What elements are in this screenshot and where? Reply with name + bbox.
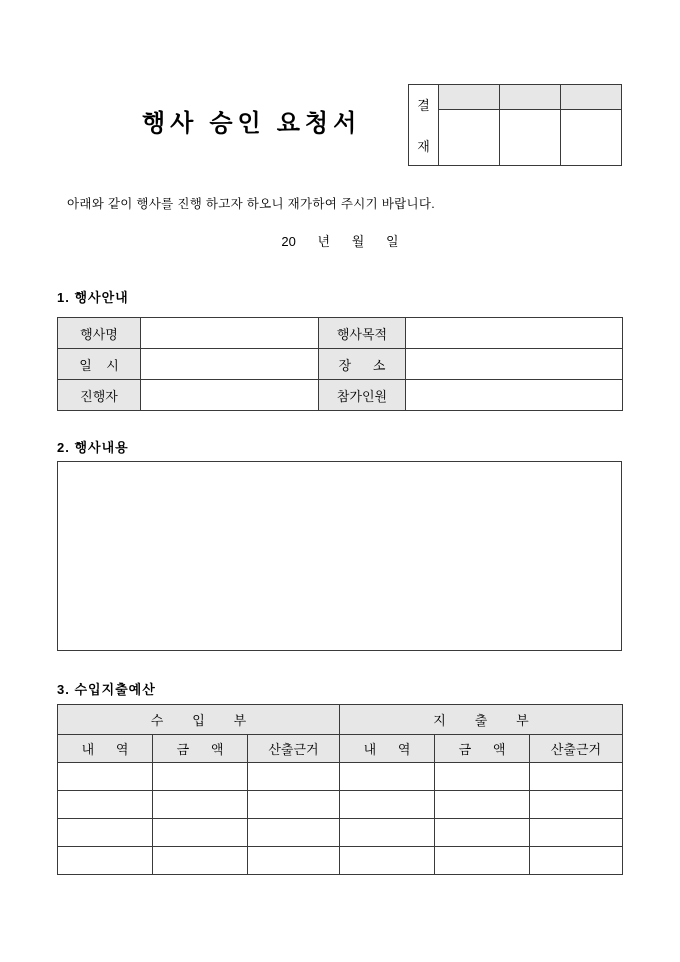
budget-cell[interactable] — [340, 791, 435, 819]
organizer-field[interactable] — [141, 380, 319, 411]
budget-cell[interactable] — [435, 819, 530, 847]
budget-cell[interactable] — [248, 847, 340, 875]
budget-cell[interactable] — [153, 763, 248, 791]
approval-sign-cell[interactable] — [500, 110, 561, 166]
budget-cell[interactable] — [58, 763, 153, 791]
column-header-income-amount: 금 액 — [153, 735, 248, 763]
budget-cell[interactable] — [58, 819, 153, 847]
approval-label-stack — [409, 92, 438, 158]
event-name-field[interactable] — [141, 318, 319, 349]
budget-cell[interactable] — [340, 819, 435, 847]
event-info-table — [57, 317, 623, 411]
budget-cell[interactable] — [530, 763, 623, 791]
budget-cell[interactable] — [153, 847, 248, 875]
budget-cell[interactable] — [58, 791, 153, 819]
field-label-organizer: 진행자 — [58, 380, 141, 411]
budget-cell[interactable] — [248, 819, 340, 847]
field-label-participants: 참가인원 — [319, 380, 406, 411]
approval-label-cell — [409, 85, 439, 166]
date-time-field[interactable] — [141, 349, 319, 380]
event-purpose-field[interactable] — [406, 318, 623, 349]
approval-title-cell[interactable] — [500, 85, 561, 110]
page-title: 행사 승인 요청서 — [142, 111, 362, 137]
budget-cell[interactable] — [530, 819, 623, 847]
approval-title-cell[interactable] — [439, 85, 500, 110]
budget-cell[interactable] — [340, 763, 435, 791]
budget-cell[interactable] — [248, 791, 340, 819]
approval-sign-cell[interactable] — [439, 110, 500, 166]
table-row — [58, 380, 623, 411]
expense-section-header: 지 출 부 — [340, 705, 623, 735]
budget-data-row — [58, 819, 623, 847]
budget-cell[interactable] — [340, 847, 435, 875]
budget-group-header-row — [58, 705, 623, 735]
budget-cell[interactable] — [435, 763, 530, 791]
column-header-income-basis: 산출근거 — [248, 735, 340, 763]
budget-cell[interactable] — [153, 791, 248, 819]
budget-data-row — [58, 791, 623, 819]
column-header-expense-amount: 금 액 — [435, 735, 530, 763]
field-label-event-name: 행사명 — [58, 318, 141, 349]
income-section-header: 수 입 부 — [58, 705, 340, 735]
approval-sign-cell[interactable] — [561, 110, 622, 166]
budget-cell[interactable] — [530, 847, 623, 875]
field-label-event-purpose: 행사목적 — [319, 318, 406, 349]
approval-title-cell[interactable] — [561, 85, 622, 110]
approval-label-bottom: 재 — [417, 139, 430, 154]
table-row — [58, 318, 623, 349]
budget-cell[interactable] — [153, 819, 248, 847]
budget-cell[interactable] — [435, 847, 530, 875]
date-line: 20 년 월 일 — [281, 234, 399, 249]
event-details-box[interactable] — [57, 461, 622, 651]
column-header-expense-basis: 산출근거 — [530, 735, 623, 763]
section3-heading: 3. 수입지출예산 — [57, 682, 156, 697]
budget-cell[interactable] — [530, 791, 623, 819]
location-field[interactable] — [406, 349, 623, 380]
budget-cell[interactable] — [248, 763, 340, 791]
budget-cell[interactable] — [58, 847, 153, 875]
budget-column-header-row — [58, 735, 623, 763]
budget-data-row — [58, 763, 623, 791]
approval-label-top: 결 — [417, 98, 430, 113]
budget-table — [57, 704, 623, 875]
approval-box — [408, 84, 622, 166]
field-label-location: 장 소 — [319, 349, 406, 380]
section2-heading: 2. 행사내용 — [57, 440, 129, 455]
budget-data-row — [58, 847, 623, 875]
table-row — [58, 349, 623, 380]
intro-text: 아래와 같이 행사를 진행 하고자 하오니 재가하여 주시기 바랍니다. — [67, 197, 436, 211]
column-header-income-item: 내 역 — [58, 735, 153, 763]
column-header-expense-item: 내 역 — [340, 735, 435, 763]
section1-heading: 1. 행사안내 — [57, 290, 129, 305]
field-label-date-time: 일 시 — [58, 349, 141, 380]
budget-cell[interactable] — [435, 791, 530, 819]
participant-count-field[interactable] — [406, 380, 623, 411]
